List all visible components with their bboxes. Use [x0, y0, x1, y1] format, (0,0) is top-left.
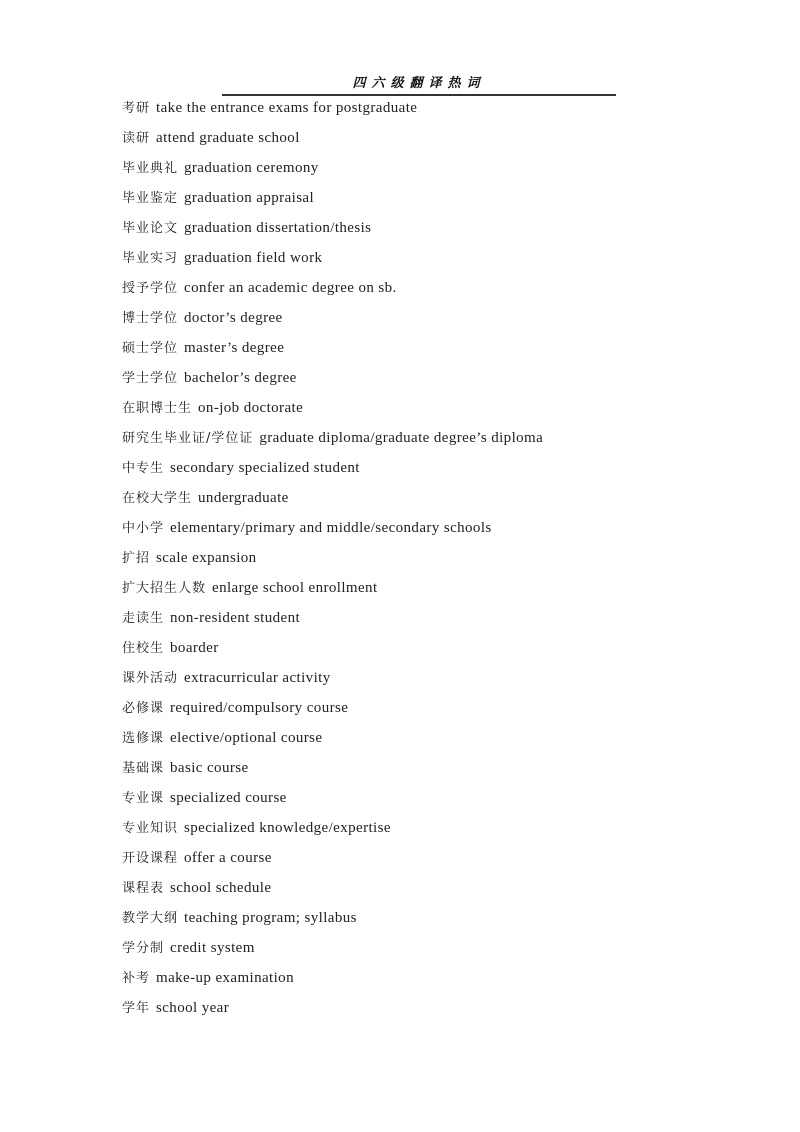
term-english: specialized course — [170, 790, 287, 806]
term-chinese: 基础课 — [122, 761, 165, 776]
list-item — [122, 218, 543, 248]
list-item — [122, 338, 543, 368]
term-english: elective/optional course — [170, 730, 323, 746]
term-english: graduation dissertation/thesis — [184, 220, 372, 236]
term-chinese: 学士学位 — [122, 371, 179, 386]
list-item — [122, 668, 543, 698]
term-english: on-job doctorate — [198, 400, 304, 416]
term-english: graduate diploma/graduate degree’s diploma — [259, 430, 544, 446]
term-english: non-resident student — [170, 610, 301, 626]
list-item — [122, 698, 543, 728]
term-chinese: 走读生 — [122, 611, 165, 626]
list-item — [122, 818, 543, 848]
term-english: scale expansion — [156, 550, 257, 566]
term-english: graduation appraisal — [184, 190, 315, 206]
term-english: teaching program; syllabus — [184, 910, 357, 926]
list-item — [122, 128, 543, 158]
term-english: master’s degree — [184, 340, 285, 356]
list-item — [122, 548, 543, 578]
term-chinese: 毕业论文 — [122, 221, 179, 236]
term-english: required/compulsory course — [170, 700, 349, 716]
term-english: graduation field work — [184, 250, 323, 266]
term-english: secondary specialized student — [170, 460, 360, 476]
term-english: specialized knowledge/expertise — [184, 820, 391, 836]
term-chinese: 中专生 — [122, 461, 165, 476]
term-chinese: 开设课程 — [122, 851, 179, 866]
term-english: boarder — [170, 640, 219, 656]
term-chinese: 扩招 — [122, 551, 151, 566]
list-item — [122, 938, 543, 968]
page-header — [222, 72, 616, 96]
term-chinese: 课外活动 — [122, 671, 179, 686]
list-item — [122, 188, 543, 218]
term-chinese: 补考 — [122, 971, 151, 986]
term-chinese: 必修课 — [122, 701, 165, 716]
page-title: 四六级翻译热词 — [352, 76, 486, 91]
term-english: credit system — [170, 940, 255, 956]
list-item — [122, 968, 543, 998]
term-chinese: 考研 — [122, 101, 151, 116]
term-list — [122, 98, 543, 1028]
term-chinese: 住校生 — [122, 641, 165, 656]
term-english: offer a course — [184, 850, 272, 866]
term-chinese: 博士学位 — [122, 311, 179, 326]
term-english: school schedule — [170, 880, 272, 896]
list-item — [122, 908, 543, 938]
list-item — [122, 758, 543, 788]
term-english: elementary/primary and middle/secondary schools — [170, 520, 492, 536]
list-item — [122, 458, 543, 488]
term-english: attend graduate school — [156, 130, 300, 146]
term-chinese: 毕业鉴定 — [122, 191, 179, 206]
list-item — [122, 638, 543, 668]
term-chinese: 在职博士生 — [122, 401, 193, 416]
term-english: make-up examination — [156, 970, 294, 986]
term-chinese: 研究生毕业证/学位证 — [122, 431, 254, 446]
list-item — [122, 608, 543, 638]
term-english: graduation ceremony — [184, 160, 319, 176]
term-chinese: 教学大纲 — [122, 911, 179, 926]
term-chinese: 硕士学位 — [122, 341, 179, 356]
term-english: undergraduate — [198, 490, 289, 506]
term-chinese: 在校大学生 — [122, 491, 193, 506]
list-item — [122, 278, 543, 308]
list-item — [122, 398, 543, 428]
term-english: basic course — [170, 760, 249, 776]
term-english: confer an academic degree on sb. — [184, 280, 397, 296]
term-chinese: 学年 — [122, 1001, 151, 1016]
term-chinese: 毕业典礼 — [122, 161, 179, 176]
term-english: enlarge school enrollment — [212, 580, 378, 596]
list-item — [122, 578, 543, 608]
term-chinese: 毕业实习 — [122, 251, 179, 266]
term-english: take the entrance exams for postgraduate — [156, 100, 418, 116]
list-item — [122, 308, 543, 338]
term-chinese: 专业知识 — [122, 821, 179, 836]
list-item — [122, 98, 543, 128]
term-english: school year — [156, 1000, 230, 1016]
list-item — [122, 248, 543, 278]
list-item — [122, 728, 543, 758]
list-item — [122, 998, 543, 1028]
list-item — [122, 368, 543, 398]
term-english: extracurricular activity — [184, 670, 331, 686]
term-chinese: 学分制 — [122, 941, 165, 956]
list-item — [122, 428, 543, 458]
term-chinese: 专业课 — [122, 791, 165, 806]
term-chinese: 中小学 — [122, 521, 165, 536]
term-chinese: 授予学位 — [122, 281, 179, 296]
list-item — [122, 848, 543, 878]
term-chinese: 选修课 — [122, 731, 165, 746]
term-english: doctor’s degree — [184, 310, 283, 326]
list-item — [122, 788, 543, 818]
list-item — [122, 488, 543, 518]
term-chinese: 课程表 — [122, 881, 165, 896]
list-item — [122, 878, 543, 908]
list-item — [122, 158, 543, 188]
term-chinese: 扩大招生人数 — [122, 581, 207, 596]
term-english: bachelor’s degree — [184, 370, 297, 386]
term-chinese: 读研 — [122, 131, 151, 146]
list-item — [122, 518, 543, 548]
